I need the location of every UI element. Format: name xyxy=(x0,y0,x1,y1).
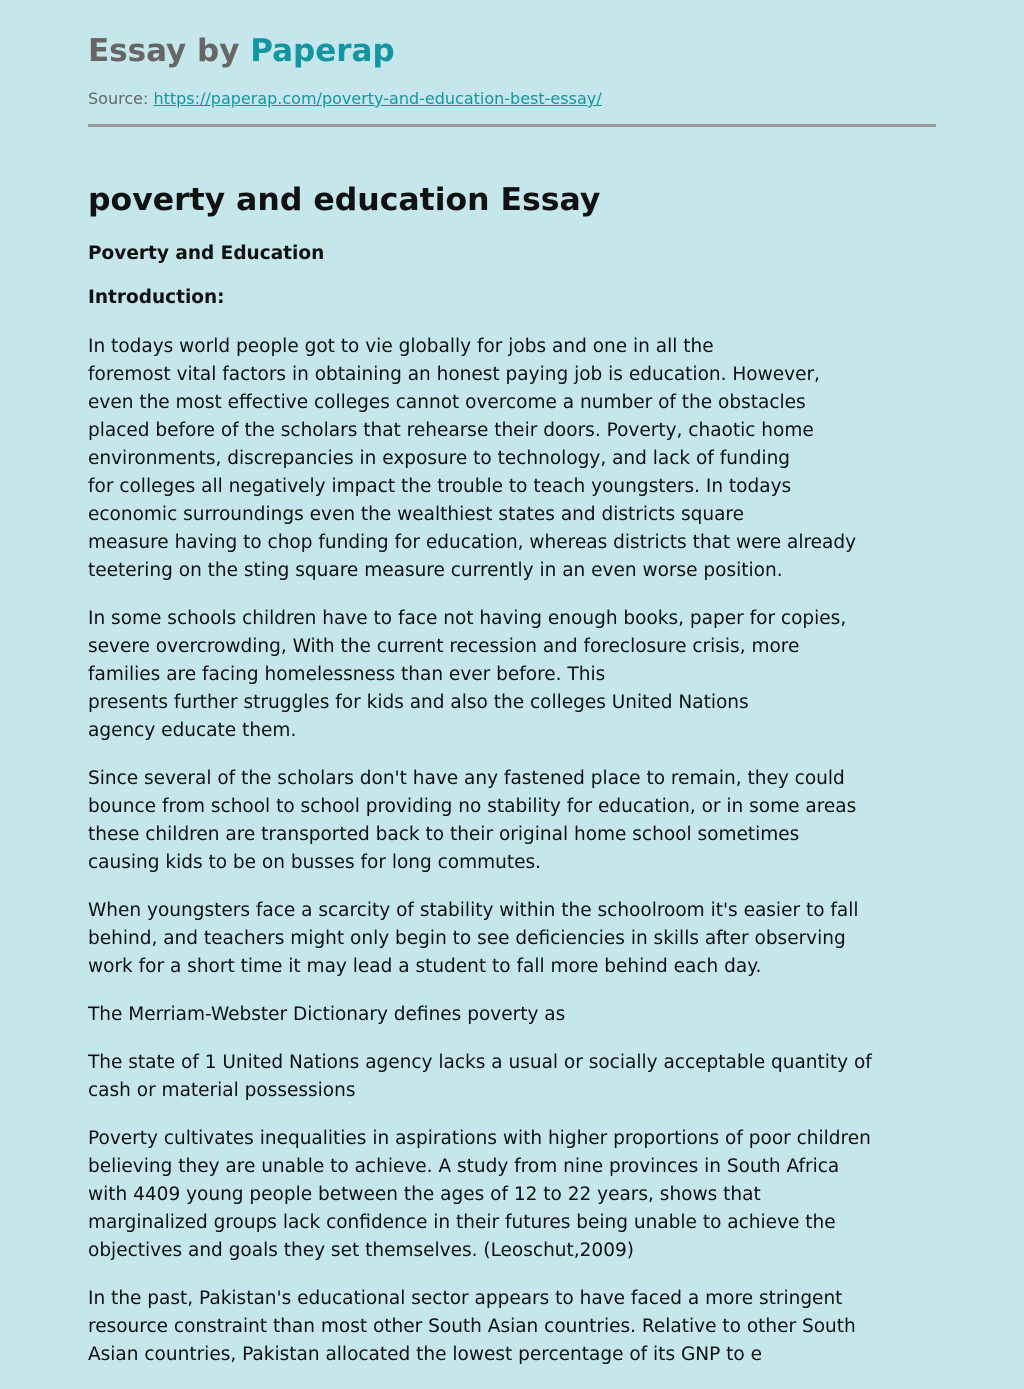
source-label: Source: xyxy=(88,89,149,108)
page-title: poverty and education Essay xyxy=(88,182,601,218)
paragraph: Poverty cultivates inequalities in aspirations with higher proportions of poor children believing they are unable to achieve. A study from nine provinces in South Africa with 4409 young people between the ages of 12 to 22 years, shows that marginalized groups lack confidence in their futures being unable to achieve the objectives and goals they set themselves. (Leoschut,2009) xyxy=(88,1128,871,1261)
essay-subtitle: Poverty and Education xyxy=(88,243,325,264)
source-line xyxy=(88,89,602,109)
paragraph: When youngsters face a scarcity of stability within the schoolroom it's easier to fall behind, and teachers might only begin to see deficiencies in skills after observing work for a short time it may lead a student to fall more behind each day. xyxy=(88,900,859,977)
section-heading-introduction: Introduction: xyxy=(88,287,225,308)
paragraph: In todays world people got to vie globally for jobs and one in all the foremost vital factors in obtaining an honest paying job is education. However, even the most effective colleges cannot overcome a number of the obstacles placed before of the scholars that rehearse their doors. Poverty, chaotic home environments, discrepancies in exposure to technology, and lack of funding for colleges all negatively impact the trouble to teach youngsters. In todays economic surroundings even the wealthiest states and districts square measure having to chop funding for education, whereas districts that were already teetering on the sting square measure currently in an even worse position. xyxy=(88,336,857,581)
paragraph: In some schools children have to face not having enough books, paper for copies, severe overcrowding, With the current recession and foreclosure crisis, more families are facing homelessness than ever before. This presents further struggles for kids and also the colleges United Nations agency educate them. xyxy=(88,608,847,741)
brand-prefix: Essay by xyxy=(88,33,251,69)
source-link[interactable]: https://paperap.com/poverty-and-education-best-essay/ xyxy=(153,89,602,108)
paragraph: In the past, Pakistan's educational sector appears to have faced a more stringent resource constraint than most other South Asian countries. Relative to other South Asian countries, Pakistan allocated the lowest percentage of its GNP to e xyxy=(88,1288,856,1365)
brand-name: Paperap xyxy=(250,33,395,69)
paragraph: The state of 1 United Nations agency lacks a usual or socially acceptable quantity of cash or material possessions xyxy=(88,1052,872,1101)
site-brand xyxy=(88,33,395,69)
essay-body xyxy=(88,333,936,1389)
paragraph: Since several of the scholars don't have any fastened place to remain, they could bounce from school to school providing no stability for education, or in some areas these children are transported back to their original home school sometimes causing kids to be on busses for long commutes. xyxy=(88,768,857,873)
paragraph: The Merriam-Webster Dictionary defines poverty as xyxy=(88,1004,566,1025)
header-divider xyxy=(88,124,936,127)
